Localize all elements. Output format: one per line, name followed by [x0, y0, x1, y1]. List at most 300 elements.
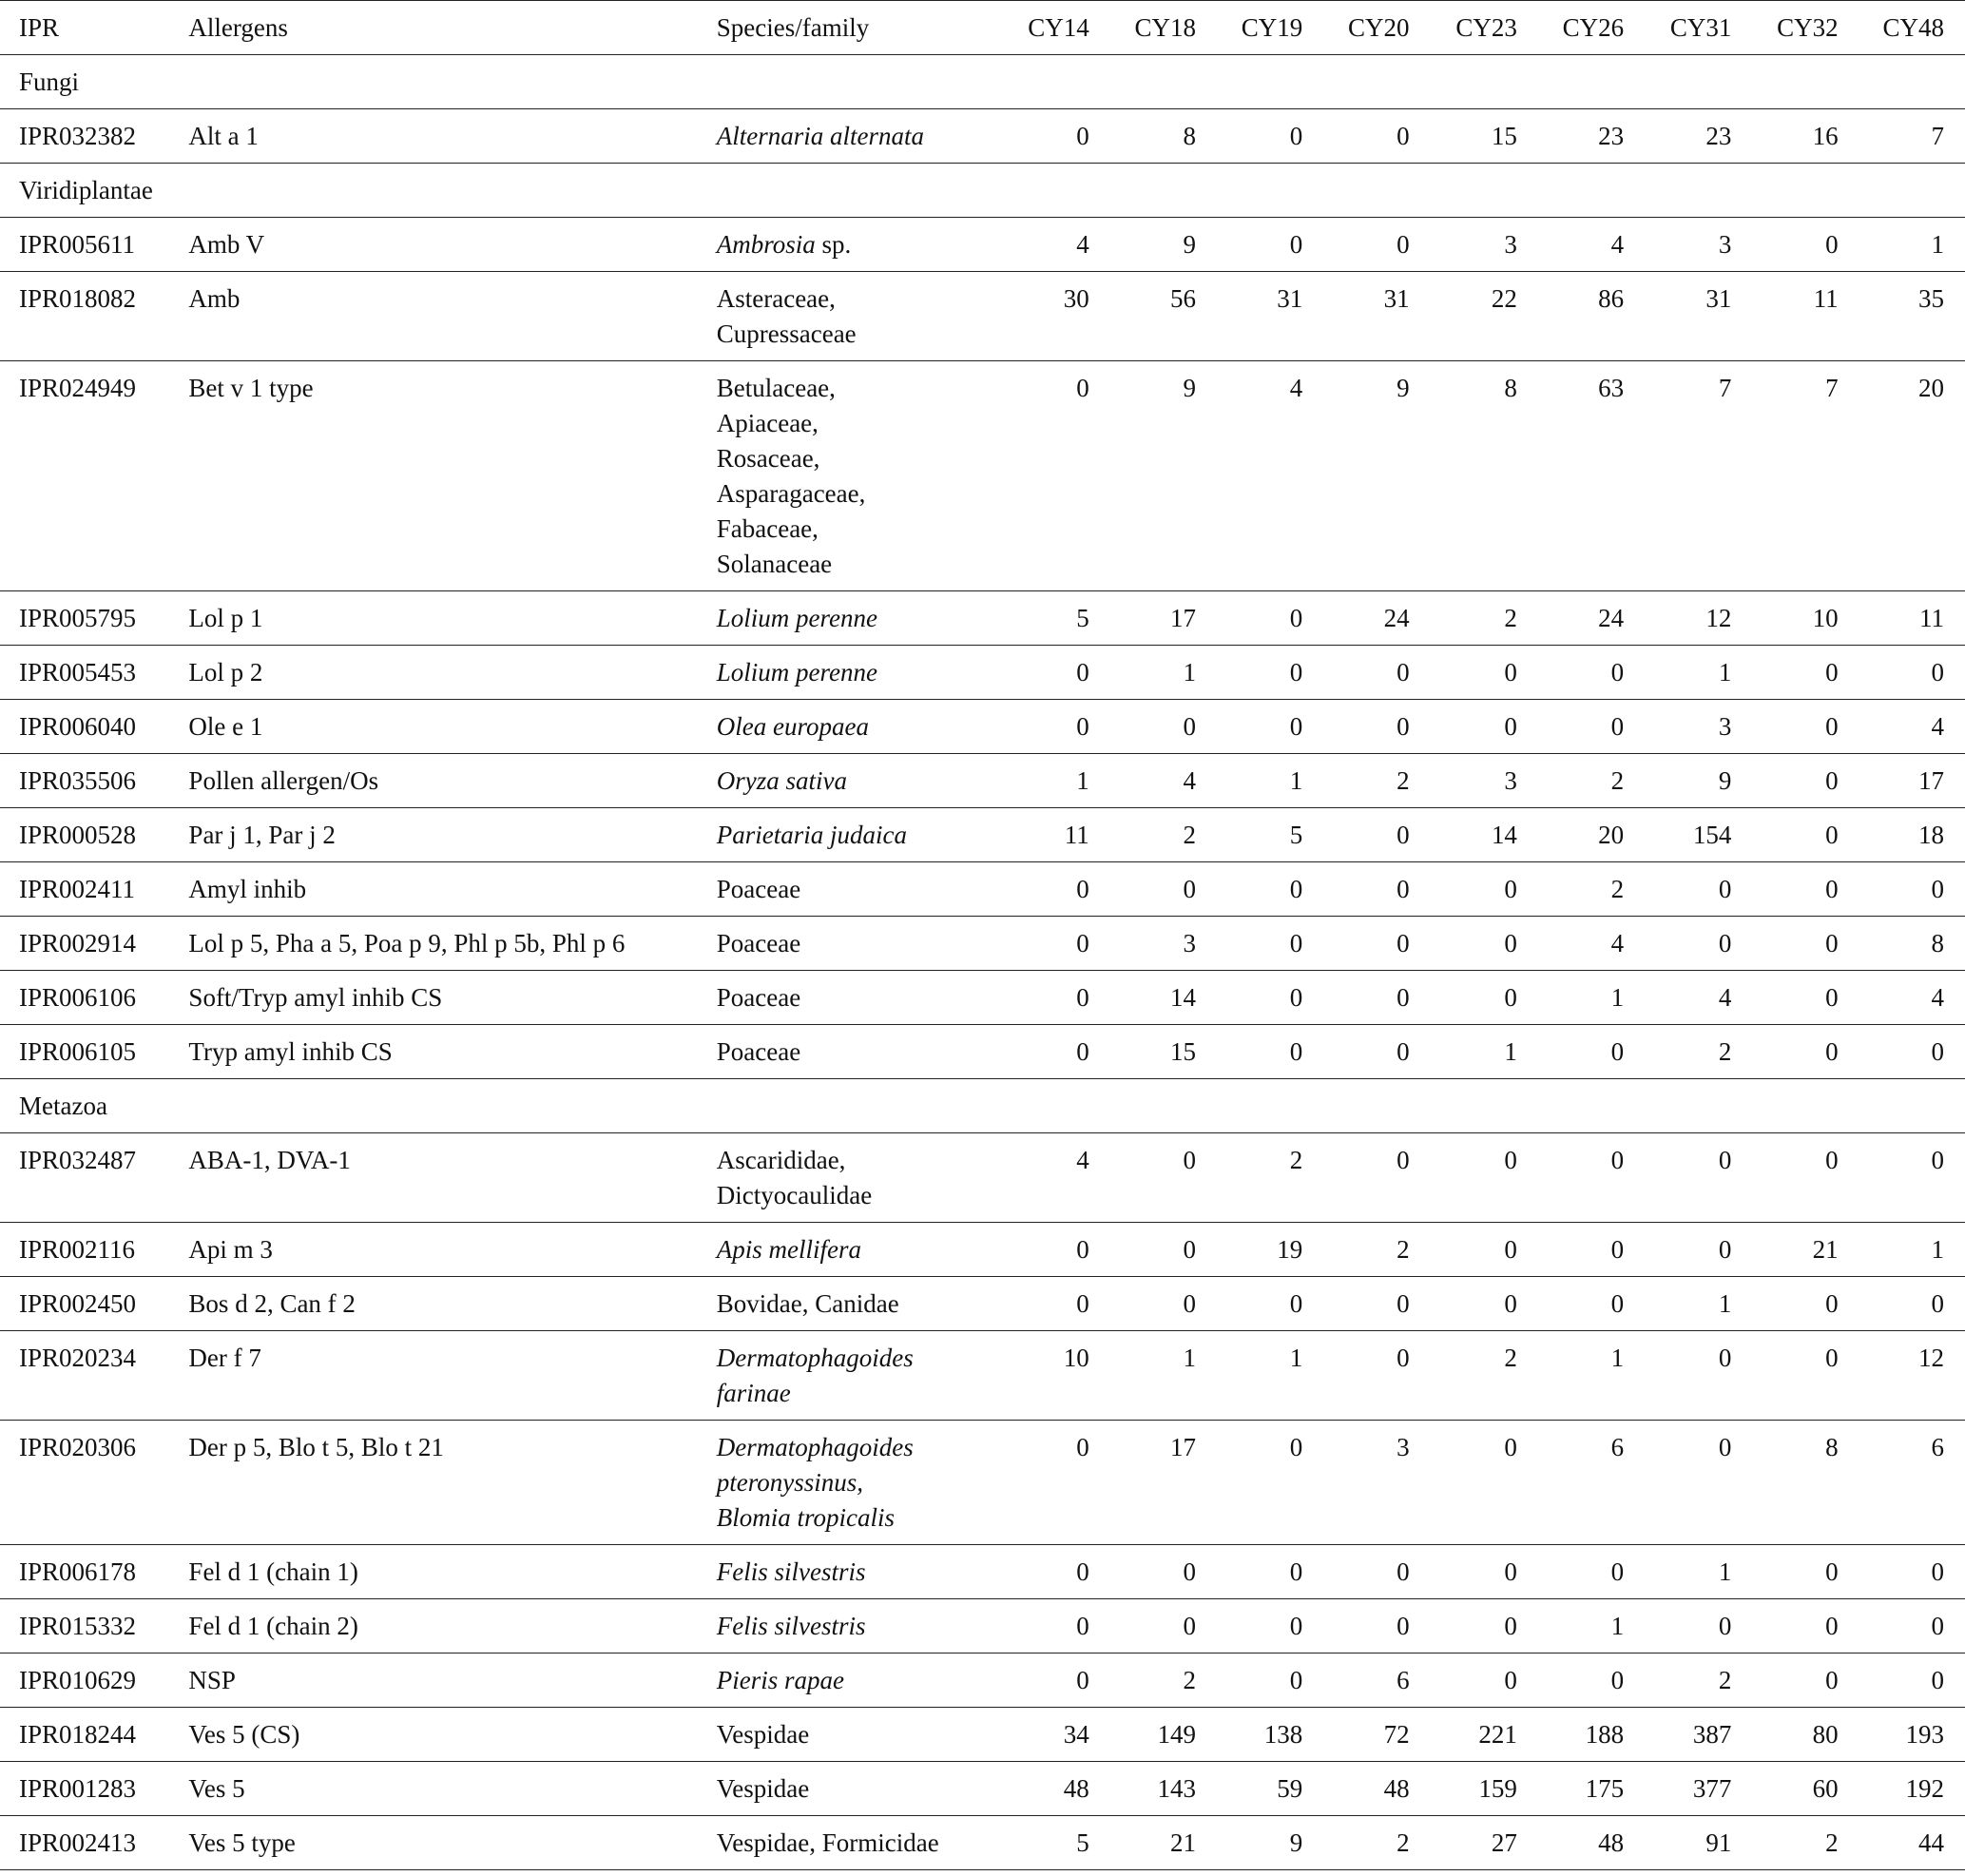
- count-cell: 4: [1183, 766, 1197, 795]
- count-cell: 80: [1812, 1720, 1839, 1749]
- table-row: [0, 700, 1965, 754]
- species-line: Vespidae, Formicidae: [716, 1828, 939, 1857]
- count-cell: 0: [1289, 658, 1303, 687]
- count-cell: 56: [1170, 284, 1197, 313]
- count-cell: 0: [1397, 929, 1410, 957]
- count-cell: 0: [1931, 1037, 1944, 1066]
- count-cell: 14: [1491, 821, 1517, 849]
- ipr-cell: IPR024949: [19, 374, 137, 402]
- count-cell: 0: [1931, 1289, 1944, 1318]
- count-cell: 0: [1289, 983, 1303, 1012]
- header-row: [0, 1, 1965, 55]
- species-line: Vespidae: [716, 1720, 810, 1749]
- count-cell: 19: [1277, 1235, 1303, 1264]
- count-cell: 17: [1170, 604, 1197, 632]
- count-cell: 1: [1183, 1344, 1197, 1372]
- allergen-cell: Alt a 1: [188, 122, 259, 150]
- count-cell: 15: [1170, 1037, 1197, 1066]
- species-line: Oryza sativa: [716, 766, 847, 795]
- count-cell: 0: [1718, 875, 1732, 903]
- count-cell: 0: [1825, 929, 1839, 957]
- species-cell: [698, 862, 1004, 917]
- species-genus: Ambrosia: [716, 230, 816, 259]
- table-row: [0, 1223, 1965, 1277]
- allergen-cell: Ves 5: [188, 1774, 245, 1803]
- species-line: Dermatophagoides: [716, 1433, 914, 1461]
- count-cell: 0: [1076, 712, 1089, 741]
- count-cell: 3: [1504, 230, 1517, 259]
- table-row: [0, 754, 1965, 808]
- count-cell: 4: [1610, 929, 1625, 957]
- count-cell: 3: [1504, 766, 1517, 795]
- count-cell: 143: [1157, 1774, 1197, 1803]
- count-cell: 0: [1718, 1344, 1732, 1372]
- species-line: pteronyssinus,: [716, 1468, 863, 1497]
- count-cell: 15: [1491, 122, 1517, 150]
- species-cell: [698, 361, 1004, 591]
- header-sample: CY18: [1134, 13, 1197, 42]
- count-cell: 0: [1076, 1666, 1089, 1694]
- species-line: Felis silvestris: [716, 1557, 866, 1586]
- species-cell: [698, 1654, 1004, 1708]
- species-line: Lolium perenne: [716, 658, 877, 687]
- ipr-cell: IPR018244: [19, 1720, 137, 1749]
- count-cell: 5: [1076, 1828, 1089, 1857]
- count-cell: 27: [1491, 1828, 1517, 1857]
- count-cell: 0: [1931, 1557, 1944, 1586]
- count-cell: 0: [1504, 1666, 1517, 1694]
- count-cell: 0: [1397, 122, 1410, 150]
- table-row: [0, 1331, 1965, 1421]
- count-cell: 9: [1183, 230, 1197, 259]
- ipr-cell: IPR020234: [19, 1344, 137, 1372]
- species-line: Lolium perenne: [716, 604, 877, 632]
- allergen-cell: Api m 3: [188, 1235, 273, 1264]
- count-cell: 7: [1931, 122, 1944, 150]
- ipr-cell: IPR020306: [19, 1433, 137, 1461]
- group-label: Viridiplantae: [19, 176, 153, 204]
- allergen-cell: ABA-1, DVA-1: [188, 1146, 351, 1174]
- count-cell: 0: [1610, 1666, 1625, 1694]
- species-cell: [698, 1762, 1004, 1816]
- species-line: Cupressaceae: [716, 319, 857, 348]
- species-line: Solanaceae: [716, 550, 833, 578]
- ipr-cell: IPR005795: [19, 604, 137, 632]
- species-line: Apiaceae,: [716, 409, 819, 437]
- count-cell: 0: [1825, 1666, 1839, 1694]
- species-cell: [698, 1599, 1004, 1654]
- count-cell: 0: [1931, 1666, 1944, 1694]
- count-cell: 9: [1718, 766, 1732, 795]
- count-cell: 4: [1931, 983, 1944, 1012]
- group-label: Fungi: [19, 68, 80, 96]
- group-row: [0, 1079, 1965, 1133]
- count-cell: 24: [1383, 604, 1410, 632]
- count-cell: 2: [1610, 766, 1625, 795]
- count-cell: 0: [1289, 1037, 1303, 1066]
- species-line: Felis silvestris: [716, 1612, 866, 1640]
- count-cell: 3: [1718, 712, 1732, 741]
- species-cell: [698, 1133, 1004, 1223]
- species-cell: [698, 1545, 1004, 1599]
- ipr-cell: IPR006105: [19, 1037, 137, 1066]
- count-cell: 18: [1918, 821, 1944, 849]
- count-cell: 8: [1183, 122, 1197, 150]
- species-line: Betulaceae,: [716, 374, 836, 402]
- species-cell: [698, 1025, 1004, 1079]
- ipr-cell: IPR001283: [19, 1774, 137, 1803]
- count-cell: 175: [1585, 1774, 1625, 1803]
- count-cell: 0: [1825, 1557, 1839, 1586]
- count-cell: 0: [1183, 1289, 1197, 1318]
- count-cell: 0: [1825, 1289, 1839, 1318]
- species-cell: [698, 808, 1004, 862]
- count-cell: 59: [1277, 1774, 1303, 1803]
- count-cell: 193: [1905, 1720, 1944, 1749]
- count-cell: 0: [1825, 1146, 1839, 1174]
- header-sample: CY31: [1669, 13, 1732, 42]
- species-suffix: sp.: [815, 230, 852, 259]
- ipr-cell: IPR002450: [19, 1289, 137, 1318]
- count-cell: 0: [1504, 1612, 1517, 1640]
- count-cell: 2: [1718, 1666, 1732, 1694]
- count-cell: 154: [1692, 821, 1732, 849]
- count-cell: 16: [1812, 122, 1839, 150]
- count-cell: 1: [1610, 1344, 1625, 1372]
- count-cell: 0: [1610, 658, 1625, 687]
- table-row: [0, 862, 1965, 917]
- header-sample: CY23: [1455, 13, 1517, 42]
- count-cell: 138: [1263, 1720, 1303, 1749]
- ipr-cell: IPR002116: [19, 1235, 136, 1264]
- species-line: Dictyocaulidae: [716, 1181, 873, 1209]
- count-cell: 12: [1705, 604, 1732, 632]
- count-cell: 91: [1705, 1828, 1732, 1857]
- count-cell: 31: [1705, 284, 1732, 313]
- count-cell: 0: [1076, 929, 1089, 957]
- count-cell: 8: [1825, 1433, 1839, 1461]
- species-line: Apis mellifera: [716, 1235, 861, 1264]
- count-cell: 9: [1289, 1828, 1303, 1857]
- table-row: [0, 1816, 1965, 1870]
- count-cell: 0: [1289, 1289, 1303, 1318]
- species-cell: [698, 1331, 1004, 1421]
- species-cell: [698, 700, 1004, 754]
- count-cell: 48: [1063, 1774, 1089, 1803]
- count-cell: 2: [1610, 875, 1625, 903]
- count-cell: 8: [1504, 374, 1517, 402]
- count-cell: 0: [1718, 929, 1732, 957]
- allergen-cell: Amyl inhib: [188, 875, 307, 903]
- count-cell: 0: [1397, 875, 1410, 903]
- table-row: [0, 109, 1965, 164]
- count-cell: 34: [1063, 1720, 1089, 1749]
- count-cell: 0: [1825, 1612, 1839, 1640]
- ipr-cell: IPR005453: [19, 658, 137, 687]
- table-row: [0, 1708, 1965, 1762]
- count-cell: 48: [1383, 1774, 1410, 1803]
- group-row: [0, 164, 1965, 218]
- count-cell: 6: [1931, 1433, 1944, 1461]
- count-cell: 22: [1491, 284, 1517, 313]
- table-row: [0, 272, 1965, 361]
- species-line: Blomia tropicalis: [716, 1503, 895, 1532]
- count-cell: 0: [1718, 1612, 1732, 1640]
- allergen-cell: Lol p 1: [188, 604, 263, 632]
- count-cell: 21: [1170, 1828, 1197, 1857]
- allergen-cell: Par j 1, Par j 2: [188, 821, 336, 849]
- allergen-cell: Ole e 1: [188, 712, 263, 741]
- species-line: Poaceae: [716, 1037, 801, 1066]
- count-cell: 0: [1397, 1146, 1410, 1174]
- count-cell: 86: [1598, 284, 1625, 313]
- count-cell: 0: [1076, 1612, 1089, 1640]
- count-cell: 2: [1397, 1235, 1410, 1264]
- count-cell: 48: [1598, 1828, 1625, 1857]
- ipr-cell: IPR006178: [19, 1557, 137, 1586]
- count-cell: 0: [1289, 230, 1303, 259]
- count-cell: 0: [1397, 821, 1410, 849]
- count-cell: 0: [1076, 658, 1089, 687]
- species-cell: [698, 646, 1004, 700]
- species-line: Parietaria judaica: [716, 821, 907, 849]
- allergen-cell: NSP: [188, 1666, 236, 1694]
- count-cell: 0: [1183, 1146, 1197, 1174]
- count-cell: 2: [1718, 1037, 1732, 1066]
- count-cell: 1: [1289, 766, 1303, 795]
- count-cell: 21: [1812, 1235, 1839, 1264]
- count-cell: 4: [1076, 1146, 1089, 1174]
- count-cell: 0: [1610, 1557, 1625, 1586]
- species-cell: [698, 971, 1004, 1025]
- count-cell: 159: [1478, 1774, 1517, 1803]
- species-line: Asteraceae,: [716, 284, 836, 313]
- count-cell: 0: [1289, 1612, 1303, 1640]
- count-cell: 2: [1397, 1828, 1410, 1857]
- count-cell: 23: [1705, 122, 1732, 150]
- count-cell: 0: [1289, 712, 1303, 741]
- count-cell: 1: [1504, 1037, 1517, 1066]
- count-cell: 20: [1598, 821, 1625, 849]
- allergen-cell: Bet v 1 type: [188, 374, 314, 402]
- count-cell: 0: [1504, 1433, 1517, 1461]
- count-cell: 4: [1610, 230, 1625, 259]
- count-cell: 0: [1931, 658, 1944, 687]
- species-line: Poaceae: [716, 929, 801, 957]
- count-cell: 0: [1397, 983, 1410, 1012]
- count-cell: 0: [1289, 929, 1303, 957]
- allergen-cell: Amb V: [188, 230, 265, 259]
- count-cell: 2: [1289, 1146, 1303, 1174]
- count-cell: 9: [1397, 374, 1410, 402]
- species-line: Pieris rapae: [716, 1666, 844, 1694]
- count-cell: 60: [1812, 1774, 1839, 1803]
- count-cell: 17: [1918, 766, 1944, 795]
- species-line: farinae: [716, 1379, 791, 1407]
- allergen-cell: Ves 5 type: [188, 1828, 296, 1857]
- count-cell: 0: [1825, 875, 1839, 903]
- count-cell: 2: [1183, 821, 1197, 849]
- species-cell: [698, 1421, 1004, 1545]
- allergen-cell: Amb: [188, 284, 241, 313]
- table-row: [0, 1762, 1965, 1816]
- count-cell: 4: [1076, 230, 1089, 259]
- species-cell: [698, 1277, 1004, 1331]
- count-cell: 0: [1825, 712, 1839, 741]
- count-cell: 0: [1289, 122, 1303, 150]
- species-line: Asparagaceae,: [716, 479, 866, 508]
- group-label: Metazoa: [19, 1092, 107, 1120]
- count-cell: 11: [1919, 604, 1944, 632]
- table-row: [0, 1277, 1965, 1331]
- count-cell: 1: [1610, 983, 1625, 1012]
- count-cell: 149: [1157, 1720, 1197, 1749]
- count-cell: 2: [1504, 604, 1517, 632]
- count-cell: 24: [1598, 604, 1625, 632]
- count-cell: 9: [1183, 374, 1197, 402]
- count-cell: 0: [1076, 1235, 1089, 1264]
- table-row: [0, 591, 1965, 646]
- species-line: Vespidae: [716, 1774, 810, 1803]
- count-cell: 11: [1064, 821, 1089, 849]
- count-cell: 0: [1289, 604, 1303, 632]
- header-sample: CY20: [1348, 13, 1410, 42]
- header-sample: CY32: [1777, 13, 1839, 42]
- ipr-cell: IPR018082: [19, 284, 137, 313]
- count-cell: 0: [1504, 983, 1517, 1012]
- table-row: [0, 1421, 1965, 1545]
- count-cell: 0: [1504, 1289, 1517, 1318]
- table-row: [0, 1599, 1965, 1654]
- count-cell: 0: [1289, 1433, 1303, 1461]
- count-cell: 0: [1076, 374, 1089, 402]
- count-cell: 0: [1183, 875, 1197, 903]
- table-row: [0, 971, 1965, 1025]
- ipr-cell: IPR000528: [19, 821, 137, 849]
- count-cell: 30: [1063, 284, 1089, 313]
- allergen-cell: Soft/Tryp amyl inhib CS: [188, 983, 443, 1012]
- count-cell: 0: [1718, 1235, 1732, 1264]
- count-cell: 0: [1610, 1037, 1625, 1066]
- count-cell: 44: [1918, 1828, 1944, 1857]
- table-body: [0, 55, 1965, 1870]
- count-cell: 17: [1170, 1433, 1197, 1461]
- count-cell: 0: [1825, 230, 1839, 259]
- species-line: Alternaria alternata: [716, 122, 924, 150]
- table-row: [0, 1654, 1965, 1708]
- header-allergens: Allergens: [188, 13, 288, 42]
- count-cell: 0: [1076, 1289, 1089, 1318]
- ipr-cell: IPR005611: [19, 230, 136, 259]
- allergen-cell: Fel d 1 (chain 2): [188, 1612, 358, 1640]
- count-cell: 0: [1825, 1344, 1839, 1372]
- count-cell: 2: [1504, 1344, 1517, 1372]
- species-line: Ascarididae,: [716, 1146, 846, 1174]
- count-cell: 0: [1610, 1289, 1625, 1318]
- ipr-cell: IPR032487: [19, 1146, 137, 1174]
- count-cell: 7: [1825, 374, 1839, 402]
- count-cell: 31: [1383, 284, 1410, 313]
- ipr-cell: IPR002413: [19, 1828, 137, 1857]
- species-cell: [698, 917, 1004, 971]
- count-cell: 63: [1598, 374, 1625, 402]
- count-cell: 2: [1183, 1666, 1197, 1694]
- count-cell: 377: [1692, 1774, 1732, 1803]
- count-cell: 14: [1170, 983, 1197, 1012]
- table-row: [0, 361, 1965, 591]
- count-cell: 0: [1076, 875, 1089, 903]
- count-cell: 188: [1585, 1720, 1625, 1749]
- count-cell: 6: [1397, 1666, 1410, 1694]
- count-cell: 0: [1718, 1146, 1732, 1174]
- count-cell: 20: [1918, 374, 1944, 402]
- count-cell: 31: [1277, 284, 1303, 313]
- count-cell: 0: [1718, 1433, 1732, 1461]
- count-cell: 1: [1718, 658, 1732, 687]
- count-cell: 1: [1183, 658, 1197, 687]
- count-cell: 0: [1183, 1235, 1197, 1264]
- count-cell: 11: [1813, 284, 1839, 313]
- count-cell: 0: [1076, 1557, 1089, 1586]
- count-cell: 0: [1610, 1235, 1625, 1264]
- count-cell: 1: [1718, 1557, 1732, 1586]
- count-cell: 72: [1383, 1720, 1410, 1749]
- count-cell: 0: [1397, 1289, 1410, 1318]
- count-cell: 0: [1289, 875, 1303, 903]
- count-cell: 1: [1289, 1344, 1303, 1372]
- count-cell: 1: [1076, 766, 1089, 795]
- count-cell: 0: [1076, 122, 1089, 150]
- count-cell: 3: [1718, 230, 1732, 259]
- header-sample: CY14: [1028, 13, 1089, 42]
- species-line: Olea europaea: [716, 712, 869, 741]
- species-line: Rosaceae,: [716, 444, 820, 473]
- count-cell: 35: [1918, 284, 1944, 313]
- table-row: [0, 917, 1965, 971]
- allergen-cell: Der f 7: [188, 1344, 261, 1372]
- allergen-cell: Ves 5 (CS): [188, 1720, 300, 1749]
- count-cell: 0: [1931, 875, 1944, 903]
- count-cell: 0: [1610, 1146, 1625, 1174]
- count-cell: 0: [1825, 1037, 1839, 1066]
- count-cell: 0: [1076, 983, 1089, 1012]
- ipr-cell: IPR035506: [19, 766, 137, 795]
- count-cell: 23: [1598, 122, 1625, 150]
- header-sample: CY26: [1562, 13, 1625, 42]
- count-cell: 387: [1692, 1720, 1732, 1749]
- table-row: [0, 1545, 1965, 1599]
- allergen-cell: Fel d 1 (chain 1): [188, 1557, 358, 1586]
- species-cell: [698, 272, 1004, 361]
- species-cell: [698, 109, 1004, 164]
- ipr-cell: IPR002914: [19, 929, 137, 957]
- ipr-cell: IPR006106: [19, 983, 137, 1012]
- count-cell: 10: [1063, 1344, 1089, 1372]
- species-cell: [698, 1223, 1004, 1277]
- count-cell: 0: [1397, 1612, 1410, 1640]
- count-cell: 4: [1931, 712, 1944, 741]
- count-cell: 3: [1397, 1433, 1410, 1461]
- header-species: Species/family: [716, 13, 870, 42]
- species-cell: [698, 591, 1004, 646]
- count-cell: 0: [1397, 1557, 1410, 1586]
- group-row: [0, 55, 1965, 109]
- species-line: Bovidae, Canidae: [716, 1289, 899, 1318]
- count-cell: 10: [1812, 604, 1839, 632]
- count-cell: 3: [1183, 929, 1197, 957]
- table-row: [0, 808, 1965, 862]
- count-cell: 0: [1504, 658, 1517, 687]
